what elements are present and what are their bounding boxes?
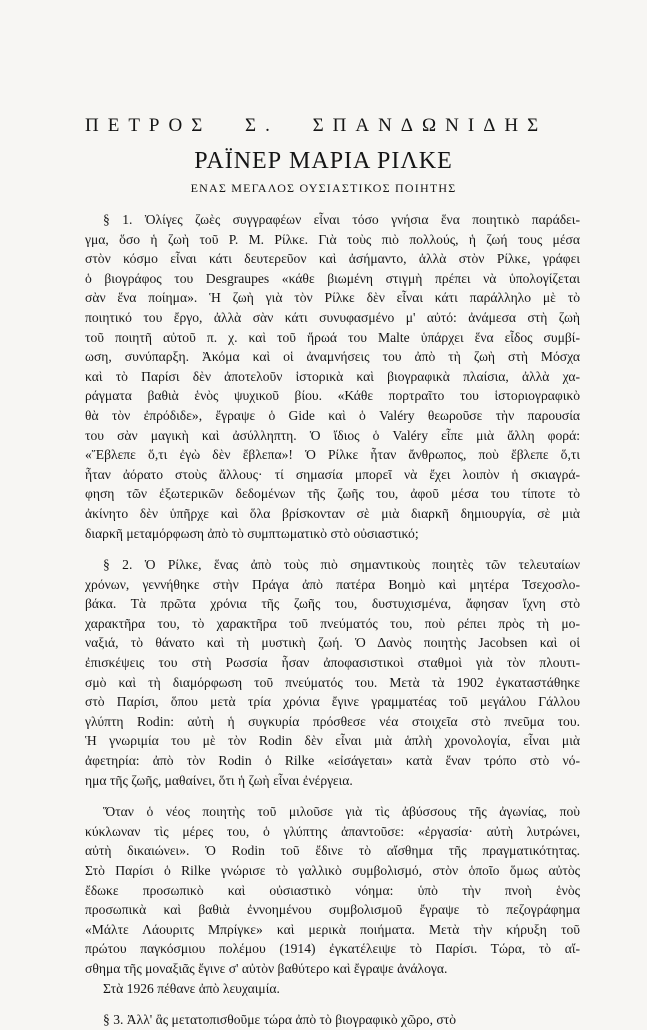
text-line: θὰ τὸν ἐπρόδιδε», ἔγραψε ὁ Gide καὶ ὁ Valéry θεωροῦσε τὴν παρουσία xyxy=(85,407,580,423)
text-line: § 2. Ὁ Ρίλκε, ἕνας ἀπὸ τοὺς πιὸ σημαντικοὺς ποιητὲς τῶν τελευταίων xyxy=(103,557,580,573)
text-line: χαρακτῆρα του, τὸ χαρακτῆρα τοῦ πνεύματός του, ποὺ ρέπει πρὸς τὴ μο- xyxy=(85,615,580,631)
text-line: ἐπισκέψεις του στὴ Ρωσσία ἦσαν ἀποφασιστικοὶ σταθμοὶ γιὰ τὸν πλουτι- xyxy=(85,655,580,671)
text-line: γλύπτη Rodin: αὐτὴ ἡ συγκυρία πρόσθεσε νέα στοιχεῖα στὸ πνεῦμα του. xyxy=(85,713,580,729)
text-line: § 3. Ἀλλ' ἂς μετατοπισθοῦμε τώρα ἀπὸ τὸ βιογραφικὸ χῶρο, στὸ xyxy=(103,1012,456,1028)
text-line: ἦταν ἀόρατο στοὺς ἄλλους· τί σημασία μπορεῖ νὰ ἔχει λοιπὸν ἡ σκιαγρά- xyxy=(85,466,580,482)
paragraph xyxy=(85,210,580,543)
paragraph xyxy=(85,802,580,978)
text-line: αὐτὴ δικαιώνει». Ὁ Rodin τοῦ ἔδινε τὸ αἴσθημα τῆς πραγματικότητας. xyxy=(85,843,580,859)
page-subtitle: ΕΝΑΣ ΜΕΓΑΛΟΣ ΟΥΣΙΑΣΤΙΚΟΣ ΠΟΙΗΤΗΣ xyxy=(190,181,457,195)
paragraph xyxy=(85,979,580,999)
text-line: Ἡ γνωριμία του μὲ τὸν Rodin δὲν εἶναι μιὰ ἁπλὴ χρονολογία, εἶναι μιὰ xyxy=(85,733,580,749)
text-line: φηση τῶν ἐξωτερικῶν δεδομένων τῆς ζωῆς του, ἀφοῦ μέσα του τίποτε τὸ xyxy=(85,486,580,502)
text-line: προσωπικὰ καὶ βαθιὰ ἐννοημένου συμβολισμοῦ ἔγραψε τὸ πεζογράφημα xyxy=(85,902,580,918)
text-line: ωση, συνύπαρξη. Ἀκόμα καὶ οἱ ἀναμνήσεις του ἀπὸ τὴ ζωὴ στὴ Μόσχα xyxy=(85,349,580,365)
text-line: Ὅταν ὁ νέος ποιητὴς τοῦ μιλοῦσε γιὰ τὶς ἀβύσσους τῆς ἀγωνίας, ποὺ xyxy=(103,804,580,820)
text-line: διαρκῆ μεταμόρφωση ἀπὸ τὸ συμπτωματικὸ στὸ οὐσιαστικό; xyxy=(85,525,419,541)
text-line: ναξιά, τὸ θάνατο καὶ τὴ μυστικὴ ζωή. Ὁ Δανὸς ποιητὴς Jacobsen καὶ οἱ xyxy=(85,635,580,651)
text-line: στὸ Παρίσι, ὅπου μετὰ τρία χρόνια ἔγινε γραμματέας τοῦ μεγάλου Γάλλου xyxy=(85,694,580,710)
text-line: ἔδωκε προσωπικὸ καὶ οὐσιαστικὸ νόημα: ὑπὸ τὴν πνοὴ ἑνὸς xyxy=(85,882,580,898)
text-line: καὶ τὸ Παρίσι δὲν ἀποτελοῦν ἱστορικὰ καὶ βιογραφικὰ πλαίσια, ἀλλὰ χα- xyxy=(85,368,580,384)
article-body xyxy=(85,210,580,1030)
author-name: ΠΕΤΡΟΣ Σ. ΣΠΑΝΔΩΝΙΔΗΣ xyxy=(85,115,548,136)
text-line: στὸν κόσμο εἶναι κάτι δευτερεῦον καὶ ἀσήμαντο, ἀλλὰ στὸν Ρίλκε, γράφει xyxy=(85,251,580,267)
text-line: ποιητικό του ἔργο, ἀλλὰ σὰν κάτι συνυφασμένο μ' αὐτό: ἀνάμεσα στὴ ζωὴ xyxy=(85,309,580,325)
text-line: ἀφετηρία: ἀπὸ τὸν Rodin ὁ Rilke «εἰσάγεται» κατὰ ἕναν τρόπο στὸ νό- xyxy=(85,753,580,769)
text-line: του σὰν μαγικὴ καὶ ἀσύλληπτη. Ὁ ἴδιος ὁ Valéry εἶπε μιὰ ἄλλη φορά: xyxy=(85,427,580,443)
text-line: τοῦ ποιητῆ αὐτοῦ π. χ. καὶ τοῦ ἥρωά του Malte ὑπάρχει ἕνα εἶδος συμβί- xyxy=(85,329,580,345)
text-line: σθημα τῆς μοναξιᾶς ἔγινε σ' αὐτὸν βαθύτερο καὶ ἔγραψε ἀνάλογα. xyxy=(85,960,448,976)
text-line: ἀκίνητο δὲν ὑπῆρχε καὶ ὅλα βρίσκονταν σὲ μιὰ διαρκῆ δημιουργία, σὲ μιὰ xyxy=(85,505,580,521)
text-line: σὰν ἕνα ποίημα». Ἡ ζωὴ γιὰ τὸν Ρίλκε δὲν εἶναι κάτι παράλληλο μὲ τὸ xyxy=(85,290,580,306)
text-line: σμὸ καὶ τὴ διαμόρφωση τοῦ πνεύματός του. Μετὰ τὰ 1902 ἐγκαταστάθηκε xyxy=(85,674,580,690)
text-line: § 1. Ὀλίγες ζωὲς συγγραφέων εἶναι τόσο γνήσια ἕνα ποιητικὸ παράδει- xyxy=(103,212,580,227)
paragraph xyxy=(85,555,580,790)
text-line: «Μάλτε Λάουριτς Μπρίγκε» καὶ μερικὰ ποιήματα. Μετὰ τὴν κήρυξη τοῦ xyxy=(85,921,580,937)
text-line: «Ἔβλεπε ὅ,τι ἐγὼ δὲν ἔβλεπα»! Ὁ Ρίλκε ἦταν ἄνθρωπος, ποὺ ἔβλεπε ὅ,τι xyxy=(85,447,580,463)
text-line: βάκα. Τὰ πρῶτα χρόνια τῆς ζωῆς του, δυστυχισμένα, ἄφησαν ἴχνη στὸ xyxy=(85,596,580,612)
text-line: ημα τῆς ζωῆς, μαθαίνει, ὅτι ἡ ζωὴ εἶναι ἐνέργεια. xyxy=(85,772,353,788)
text-line: ὁ βιογράφος του Desgraupes «κάθε βιωμένη στιγμὴ πρέπει νὰ ὑπολογίζεται xyxy=(85,270,580,286)
text-line: κύκλωναν τὶς μέρες του, ὁ γλύπτης ἀπαντοῦσε: «ἐργασία· αὐτὴ λυτρώνει, xyxy=(85,823,580,839)
paragraph xyxy=(85,1010,580,1030)
text-line: πρώτου παγκόσμιου πολέμου (1914) ἐγκατέλειψε τὸ Παρίσι. Τώρα, τὸ αἴ- xyxy=(85,941,580,957)
text-line: Στὰ 1926 πέθανε ἀπὸ λευχαιμία. xyxy=(103,980,280,996)
text-line: Στὸ Παρίσι ὁ Rilke γνώρισε τὸ γαλλικὸ συμβολισμό, στὸν ὁποῖο ὅμως αὐτὸς xyxy=(85,863,580,878)
text-line: ράγματα βαθιὰ ἑνὸς ψυχικοῦ βίου. «Κάθε πορτραῖτο του ἱστοριογραφικὸ xyxy=(85,388,580,404)
text-line: χρόνων, γεννήθηκε στὴν Πράγα ἀπὸ πατέρα Βοημὸ καὶ μητέρα Τσεχοσλο- xyxy=(85,576,580,592)
page-title: ΡΑΪΝΕΡ ΜΑΡΙΑ ΡΙΛΚΕ xyxy=(194,148,453,174)
text-line: γμα, ὅσο ἡ ζωὴ τοῦ Ρ. Μ. Ρίλκε. Γιὰ τοὺς πιὸ πολλούς, ἡ ζωή τους μέσα xyxy=(85,231,580,247)
